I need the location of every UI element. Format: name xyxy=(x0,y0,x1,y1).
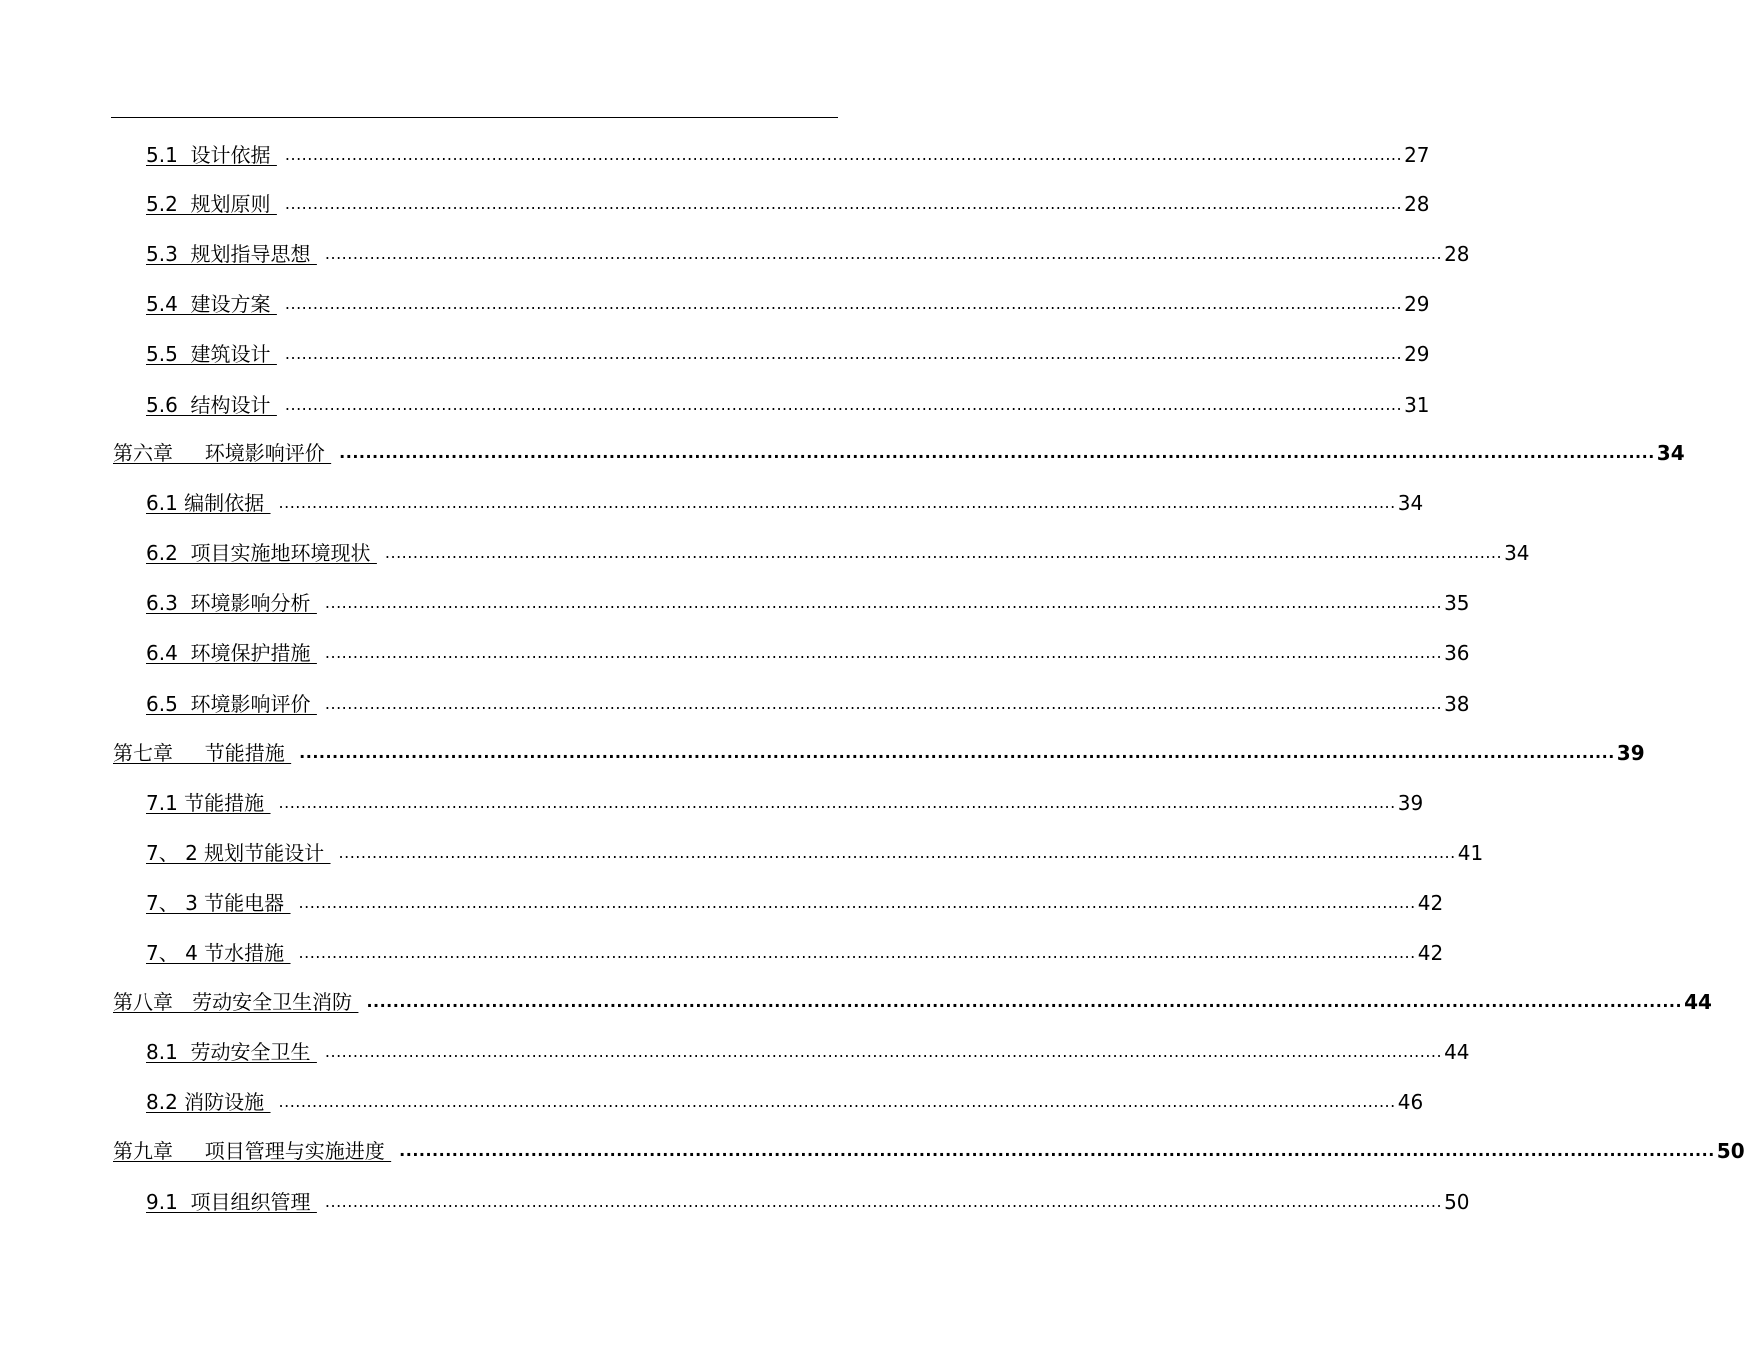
toc-page-number: 27 xyxy=(1404,143,1430,167)
toc-leader-dots: ........................................................................................................................................................................................................ xyxy=(284,194,1403,213)
toc-entry-label: 7、 2 规划节能设计 xyxy=(146,841,331,865)
toc-entry-label: 第六章 环境影响评价 xyxy=(113,441,332,465)
toc-page-number: 31 xyxy=(1404,393,1430,417)
toc-leader-dots: ........................................................................................................................................................................................................ xyxy=(384,543,1503,562)
toc-leader-dots: ........................................................................................................................................................................................................ xyxy=(339,443,1655,462)
toc-page-number: 35 xyxy=(1444,591,1470,615)
toc-leader-dots: ........................................................................................................................................................................................................ xyxy=(298,943,1416,962)
toc-entry-label: 5.1 设计依据 xyxy=(146,143,277,167)
toc-page-number: 42 xyxy=(1417,891,1444,915)
toc-entry-label: 5.3 规划指导思想 xyxy=(146,242,317,266)
toc-page-number: 36 xyxy=(1444,641,1470,665)
toc-entry[interactable] xyxy=(146,485,1424,515)
toc-page-number: 46 xyxy=(1397,1090,1424,1114)
toc-page-number: 34 xyxy=(1397,491,1424,515)
toc-entry[interactable] xyxy=(146,1034,1470,1064)
toc-entry[interactable] xyxy=(146,935,1444,965)
toc-entry-label: 7、 3 节能电器 xyxy=(146,891,291,915)
toc-entry[interactable] xyxy=(113,735,1645,765)
toc-leader-dots: ........................................................................................................................................................................................................ xyxy=(284,294,1403,313)
toc-page-number: 50 xyxy=(1716,1139,1745,1163)
toc-leader-dots: ........................................................................................................................................................................................................ xyxy=(284,145,1403,164)
toc-entry-label: 第九章 项目管理与实施进度 xyxy=(113,1139,392,1163)
toc-entry[interactable] xyxy=(113,435,1685,465)
toc-entry-label: 5.4 建设方案 xyxy=(146,292,277,316)
toc-leader-dots: ........................................................................................................................................................................................................ xyxy=(324,593,1443,612)
toc-entry-label: 5.5 建筑设计 xyxy=(146,342,277,366)
toc-entry[interactable] xyxy=(146,785,1424,815)
toc-entry[interactable] xyxy=(113,1133,1745,1163)
toc-page-number: 41 xyxy=(1457,841,1484,865)
toc-leader-dots: ........................................................................................................................................................................................................ xyxy=(324,244,1443,263)
toc-entry-label: 6.1 编制依据 xyxy=(146,491,271,515)
toc-entry[interactable] xyxy=(146,1184,1470,1214)
toc-entry[interactable] xyxy=(146,635,1470,665)
toc-entry[interactable] xyxy=(146,137,1430,167)
toc-entry-label: 9.1 项目组织管理 xyxy=(146,1190,317,1214)
toc-leader-dots: ........................................................................................................................................................................................................ xyxy=(324,1042,1443,1061)
toc-leader-dots: ........................................................................................................................................................................................................ xyxy=(284,395,1403,414)
toc-entry-label: 6.2 项目实施地环境现状 xyxy=(146,541,377,565)
toc-entry-label: 7.1 节能措施 xyxy=(146,791,271,815)
toc-leader-dots: ........................................................................................................................................................................................................ xyxy=(338,843,1456,862)
toc-leader-dots: ........................................................................................................................................................................................................ xyxy=(399,1141,1715,1160)
toc-entry[interactable] xyxy=(146,835,1484,865)
toc-entry-label: 8.2 消防设施 xyxy=(146,1090,271,1114)
toc-leader-dots: ........................................................................................................................................................................................................ xyxy=(366,992,1683,1011)
toc-leader-dots: ........................................................................................................................................................................................................ xyxy=(278,793,1396,812)
toc-entry[interactable] xyxy=(146,387,1430,417)
toc-entry-label: 8.1 劳动安全卫生 xyxy=(146,1040,317,1064)
toc-leader-dots: ........................................................................................................................................................................................................ xyxy=(298,893,1416,912)
toc-leader-dots: ........................................................................................................................................................................................................ xyxy=(278,493,1396,512)
toc-leader-dots: ........................................................................................................................................................................................................ xyxy=(299,743,1615,762)
toc-entry[interactable] xyxy=(146,1084,1424,1114)
toc-page-number: 29 xyxy=(1404,342,1430,366)
toc-entry[interactable] xyxy=(146,686,1470,716)
toc-entry-label: 7、 4 节水措施 xyxy=(146,941,291,965)
toc-entry-label: 6.3 环境影响分析 xyxy=(146,591,317,615)
toc-entry-label: 6.5 环境影响评价 xyxy=(146,692,317,716)
toc-leader-dots: ........................................................................................................................................................................................................ xyxy=(324,643,1443,662)
toc-leader-dots: ........................................................................................................................................................................................................ xyxy=(278,1092,1396,1111)
toc-entry[interactable] xyxy=(146,885,1444,915)
toc-leader-dots: ........................................................................................................................................................................................................ xyxy=(324,1192,1443,1211)
toc-page-number: 28 xyxy=(1444,242,1470,266)
toc-page-number: 42 xyxy=(1417,941,1444,965)
toc-entry[interactable] xyxy=(146,186,1430,216)
toc-entry[interactable] xyxy=(146,336,1430,366)
toc-entry[interactable] xyxy=(113,984,1712,1014)
toc-page-number: 38 xyxy=(1444,692,1470,716)
toc-entry[interactable] xyxy=(146,286,1430,316)
toc-entry-label: 第七章 节能措施 xyxy=(113,741,292,765)
toc-entry-label: 5.2 规划原则 xyxy=(146,192,277,216)
toc-page-number: 50 xyxy=(1444,1190,1470,1214)
toc-page-number: 34 xyxy=(1656,441,1685,465)
toc-page-number: 34 xyxy=(1504,541,1530,565)
toc-entry-label: 6.4 环境保护措施 xyxy=(146,641,317,665)
toc-entry[interactable] xyxy=(146,236,1470,266)
toc-entry[interactable] xyxy=(146,585,1470,615)
toc-leader-dots: ........................................................................................................................................................................................................ xyxy=(324,694,1443,713)
toc-entry-label: 5.6 结构设计 xyxy=(146,393,277,417)
toc-page-number: 39 xyxy=(1616,741,1645,765)
toc-page-number: 29 xyxy=(1404,292,1430,316)
toc-page-number: 28 xyxy=(1404,192,1430,216)
toc-entry[interactable] xyxy=(146,535,1530,565)
toc-leader-dots: ........................................................................................................................................................................................................ xyxy=(284,344,1403,363)
toc-page-number: 39 xyxy=(1397,791,1424,815)
toc-page-number: 44 xyxy=(1444,1040,1470,1064)
toc-entry-label: 第八章 劳动安全卫生消防 xyxy=(113,990,359,1014)
toc-page-number: 44 xyxy=(1684,990,1712,1014)
